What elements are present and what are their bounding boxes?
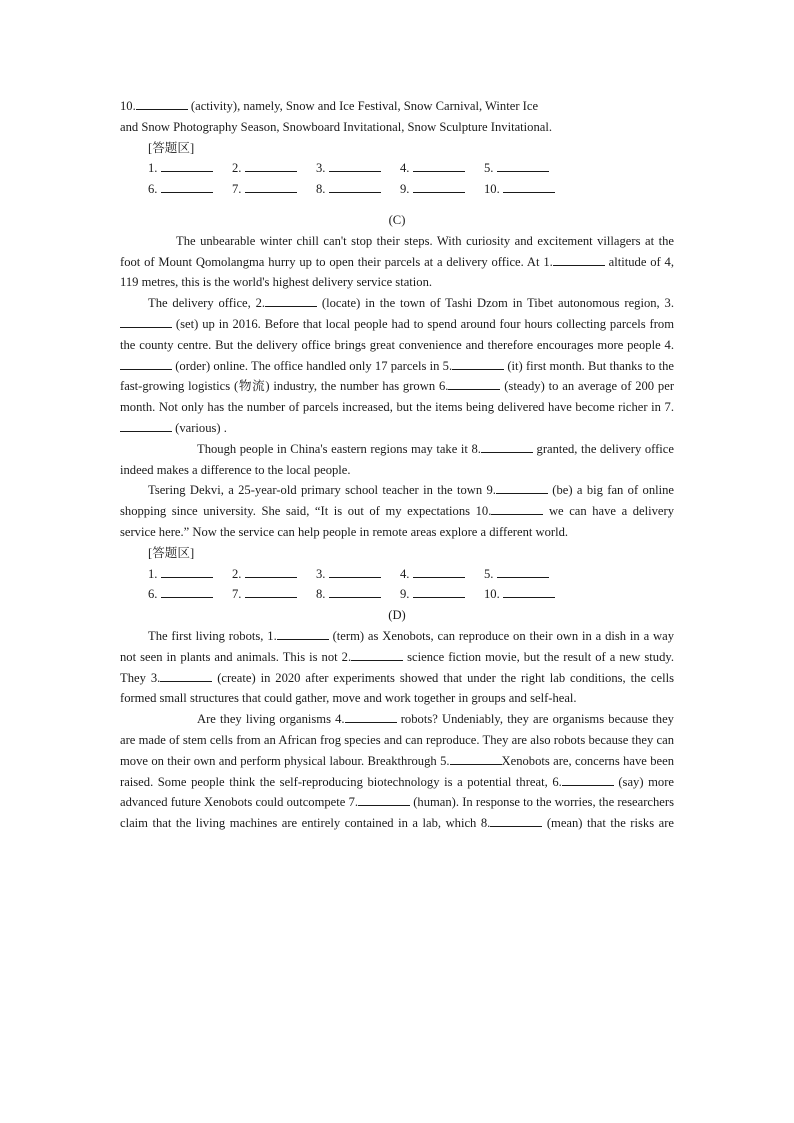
- answer-slot[interactable]: 3.: [316, 158, 400, 179]
- answer-slot[interactable]: 9.: [400, 584, 484, 605]
- answer-blank[interactable]: [448, 376, 500, 390]
- answer-slot[interactable]: 3.: [316, 564, 400, 585]
- answer-slot[interactable]: 1.: [148, 564, 232, 585]
- answer-blank[interactable]: [277, 626, 329, 640]
- answer-blank[interactable]: [452, 356, 504, 370]
- part-b-line-2: and Snow Photography Season, Snowboard Invitational, Snow Sculpture Invitational.: [120, 119, 552, 134]
- answer-blank[interactable]: [160, 668, 212, 682]
- answer-row-1: [148, 564, 674, 585]
- answer-blank[interactable]: [120, 314, 172, 328]
- answer-blank[interactable]: [265, 293, 317, 307]
- answer-blank[interactable]: [562, 772, 614, 786]
- section-c-paragraph-2: The delivery office, 2. (locate) in the town of Tashi Dzom in Tibet autonomous region, 3. (set) up in 2016. Before that local people had to spend around four hours collecting parcels from the county centre. But the delivery office brings great convenience and therefore encourages more people 4. (order) online. The office handled only 17 parcels in 5. (it) first month. But thanks to the fast-growing logistics (物流) industry, the number has grown 6. (steady) to an average of 200 per month. Not only has the number of parcels increased, but the items being delivered have become richer in 7. (various) .: [120, 293, 674, 439]
- answer-slot[interactable]: 5.: [484, 158, 568, 179]
- answer-slot[interactable]: 7.: [232, 179, 316, 200]
- document-page: [120, 96, 674, 834]
- answer-blank[interactable]: [136, 96, 188, 110]
- answer-slot[interactable]: 9.: [400, 179, 484, 200]
- answer-slot[interactable]: 8.: [316, 584, 400, 605]
- section-d-heading: (D): [388, 608, 406, 623]
- answer-slot[interactable]: 4.: [400, 158, 484, 179]
- answer-blank[interactable]: [490, 813, 542, 827]
- part-b-line-1: 10. (activity), namely, Snow and Ice Festival, Snow Carnival, Winter Ice: [120, 96, 674, 117]
- answer-blank[interactable]: [553, 252, 605, 266]
- section-d-paragraph-1: The first living robots, 1. (term) as Xenobots, can reproduce on their own in a dish in a way not seen in plants and animals. This is not 2. science fiction movie, but the result of a new study. They 3. (create) in 2020 after experiments showed that under the right lab conditions, the cells formed small structures that could gather, move and work together in groups and self-heal.: [120, 626, 674, 709]
- answer-area-label: [答题区]: [148, 140, 195, 155]
- answer-blank[interactable]: [491, 501, 543, 515]
- answer-slot[interactable]: 2.: [232, 564, 316, 585]
- section-c-paragraph-4: Tsering Dekvi, a 25-year-old primary school teacher in the town 9. (be) a big fan of online shopping since university. She said, “It is out of my expectations 10. we can have a delivery service here.” Now the service can help people in remote areas explore a different world.: [120, 480, 674, 542]
- answer-row-1: [148, 158, 674, 179]
- answer-slot[interactable]: 10.: [484, 584, 568, 605]
- section-c-paragraph-1: The unbearable winter chill can't stop their steps. With curiosity and excitement villagers at the foot of Mount Qomolangma hurry up to open their parcels at a delivery office. At 1. altitude of 4, 119 metres, this is the world's highest delivery service station.: [120, 233, 675, 290]
- answer-blank[interactable]: [496, 480, 548, 494]
- answer-slot[interactable]: 7.: [232, 584, 316, 605]
- section-d-paragraph-2: Are they living organisms 4. robots? Undeniably, they are organisms because they are made of stem cells from an African frog species and can reproduce. They are also robots because they can move on their own and perform physical labour. Breakthrough 5. Xenobots are, concerns have been raised. Some people think the self-reproducing biotechnology is a potential threat, 6. (say) more advanced future Xenobots could outcompete 7. (human). In response to the worries, the researchers claim that the living machines are entirely contained in a lab, which 8. (mean) that the risks are: [120, 709, 674, 834]
- answer-slot[interactable]: 10.: [484, 179, 568, 200]
- section-c-heading: (C): [388, 212, 406, 227]
- answer-slot[interactable]: 1.: [148, 158, 232, 179]
- answer-blank[interactable]: [358, 792, 410, 806]
- answer-row-2: [148, 584, 674, 605]
- answer-slot[interactable]: 6.: [148, 584, 232, 605]
- answer-slot[interactable]: 6.: [148, 179, 232, 200]
- answer-blank[interactable]: [450, 751, 502, 765]
- answer-blank[interactable]: [481, 439, 533, 453]
- answer-area-label: [答题区]: [148, 545, 195, 560]
- answer-blank[interactable]: [120, 356, 172, 370]
- answer-blank[interactable]: [120, 418, 172, 432]
- section-c-paragraph-3: Though people in China's eastern regions may take it 8. granted, the delivery office indeed makes a difference to the local people.: [120, 439, 674, 481]
- answer-blank[interactable]: [345, 709, 397, 723]
- answer-slot[interactable]: 5.: [484, 564, 568, 585]
- item-number: 10.: [120, 99, 136, 113]
- answer-slot[interactable]: 2.: [232, 158, 316, 179]
- answer-slot[interactable]: 8.: [316, 179, 400, 200]
- answer-slot[interactable]: 4.: [400, 564, 484, 585]
- answer-row-2: [148, 179, 674, 200]
- answer-blank[interactable]: [351, 647, 403, 661]
